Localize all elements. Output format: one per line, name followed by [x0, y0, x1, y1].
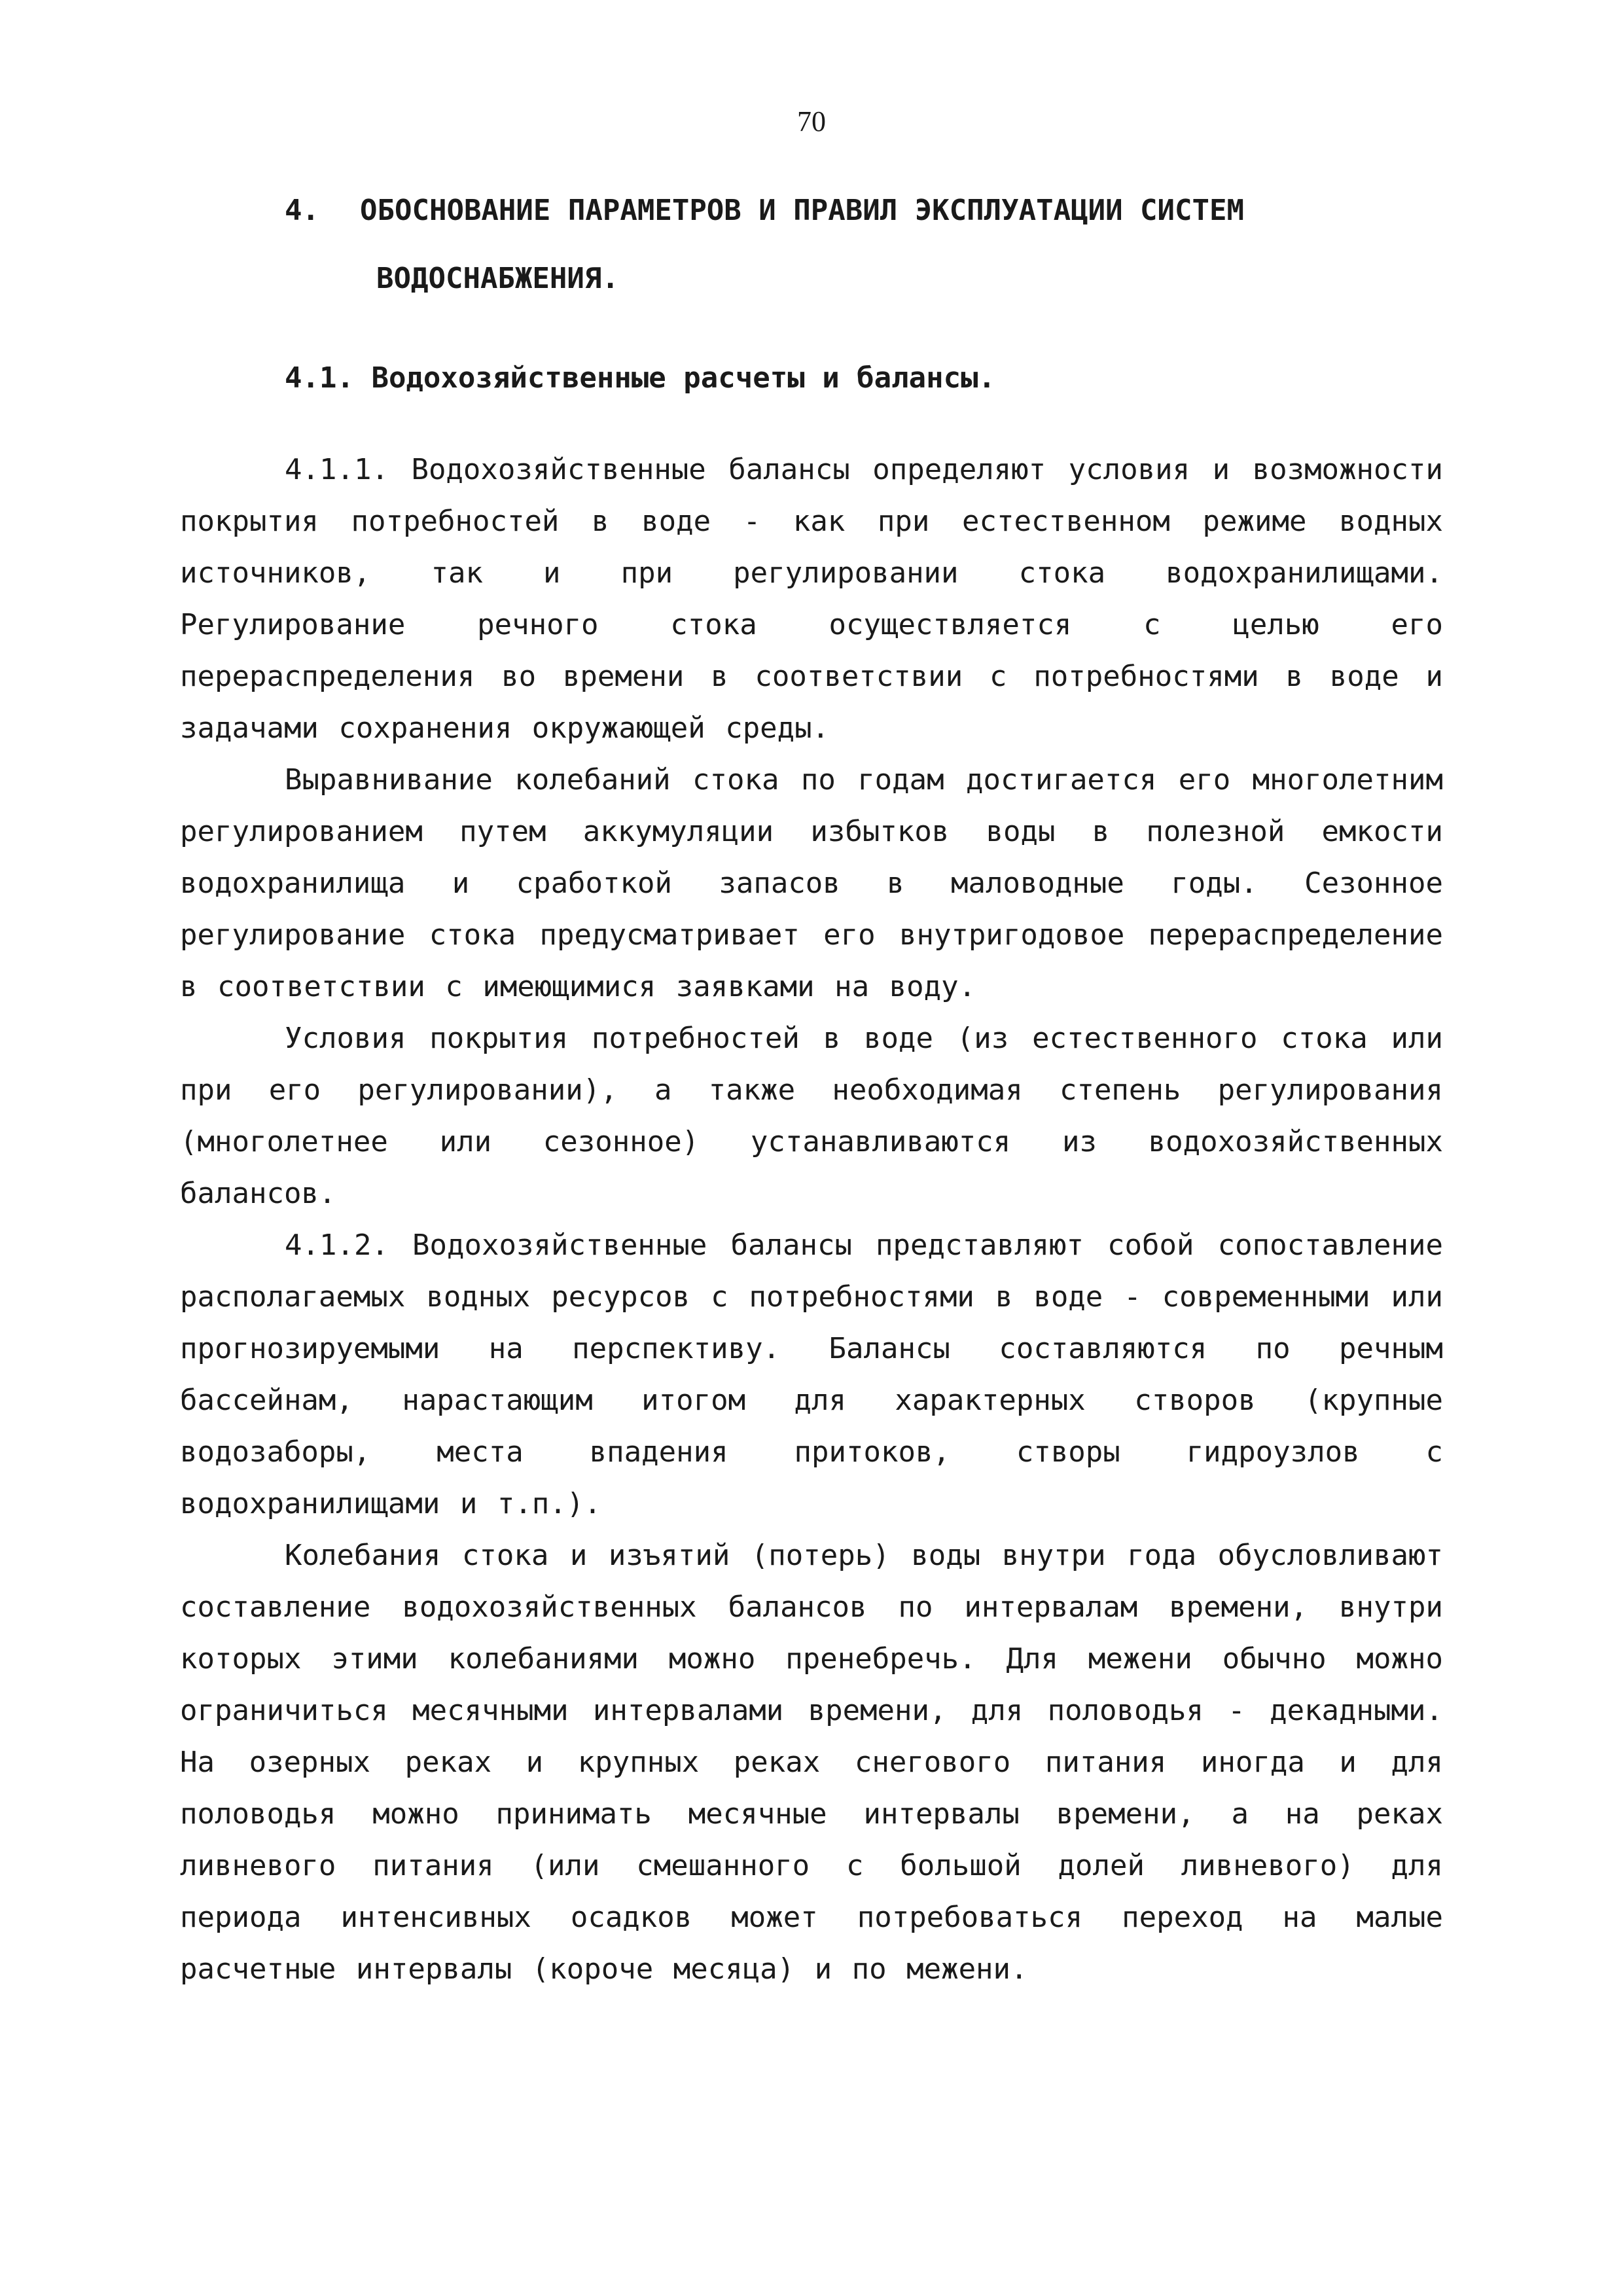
- chapter-heading: [180, 177, 1443, 313]
- chapter-title-line2: ВОДОСНАБЖЕНИЯ.: [376, 262, 619, 295]
- page-number: 70: [797, 105, 826, 137]
- chapter-number: 4.: [285, 194, 319, 227]
- document-body: [180, 177, 1443, 1995]
- chapter-title-line1: ОБОСНОВАНИЕ ПАРАМЕТРОВ И ПРАВИЛ ЭКСПЛУАТАЦИИ СИСТЕМ: [360, 194, 1245, 227]
- paragraph: Выравнивание колебаний стока по годам достигается его многолетним регулированием путем аккумуляции избытков воды в полезной емкости водохранилища и сработкой запасов в маловодные годы. Сезонное регулирование стока предусматривает его внутригодовое перераспределение в соответствии с имеющимися заявками на воду.: [180, 763, 1443, 1003]
- paragraph: 4.1.1. Водохозяйственные балансы определяют условия и возможности покрытия потребностей в воде - как при естественном режиме водных источников, так и при регулировании стока водохранилищами. Регулирование речного стока осуществляется с целью его перераспределения во времени в соответствии с потребностями в воде и задачами сохранения окружающей среды.: [180, 453, 1443, 745]
- paragraph: 4.1.2. Водохозяйственные балансы представляют собой сопоставление располагаемых водных ресурсов с потребностями в воде - современными или прогнозируемыми на перспективу. Балансы составляются по речным бассейнам, нарастающим итогом для характерных створов (крупные водозаборы, места впадения притоков, створы гидроузлов с водохранилищами и т.п.).: [180, 1229, 1443, 1520]
- paragraph: Колебания стока и изъятий (потерь) воды внутри года обусловливают составление водохозяйственных балансов по интервалам времени, внутри которых этими колебаниями можно пренебречь. Для межени обычно можно ограничиться месячными интервалами времени, для половодья - декадными. На озерных реках и крупных реках снегового питания иногда и для половодья можно принимать месячные интервалы времени, а на реках ливневого питания (или смешанного с большой долей ливневого) для периода интенсивных осадков может потребоваться переход на малые расчетные интервалы (короче месяца) и по межени.: [180, 1539, 1443, 1986]
- section-heading: 4.1. Водохозяйственные расчеты и балансы.: [285, 361, 996, 395]
- paragraph: Условия покрытия потребностей в воде (из естественного стока или при его регулировании), а также необходимая степень регулирования (многолетнее или сезонное) устанавливаются из водохозяйственных балансов.: [180, 1022, 1443, 1210]
